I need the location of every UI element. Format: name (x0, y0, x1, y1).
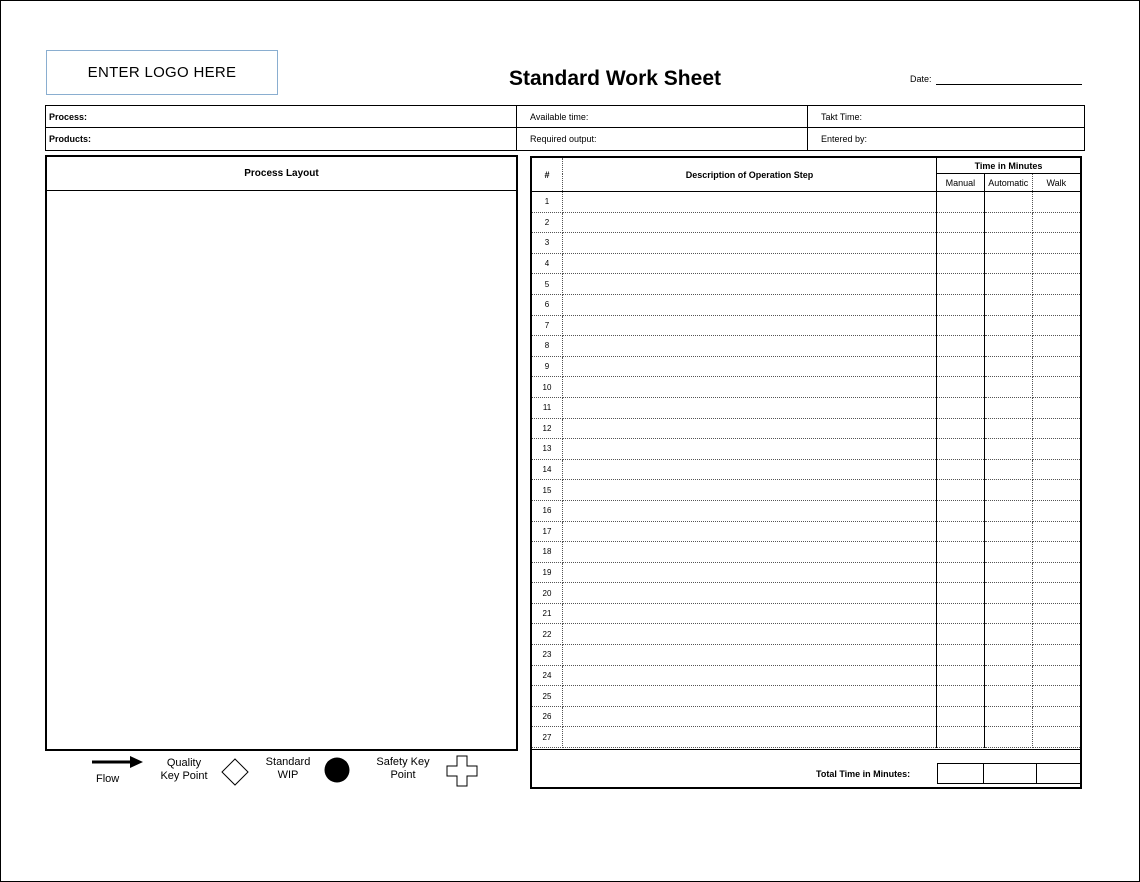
manual-time-cell[interactable] (937, 480, 985, 501)
manual-time-cell[interactable] (937, 542, 985, 563)
legend-quality-line-1: Quality (166, 757, 202, 769)
walk-time-cell[interactable] (1032, 521, 1080, 542)
walk-time-cell[interactable] (1032, 294, 1080, 315)
logo-text: ENTER LOGO HERE (87, 64, 237, 81)
automatic-time-cell[interactable] (984, 418, 1032, 439)
walk-time-cell[interactable] (1032, 706, 1080, 727)
step-description-cell[interactable] (563, 356, 937, 377)
step-description-cell[interactable] (563, 459, 937, 480)
process-layout-heading: Process Layout (47, 157, 516, 191)
manual-time-cell[interactable] (937, 439, 985, 460)
flow-arrow-icon (90, 754, 146, 770)
header-row-2 (46, 128, 1084, 149)
table-row (532, 377, 1080, 398)
operation-steps-table (530, 156, 1082, 789)
table-row (532, 665, 1080, 686)
table-row (532, 459, 1080, 480)
table-row (532, 439, 1080, 460)
walk-time-cell[interactable] (1032, 233, 1080, 254)
step-description-cell[interactable] (563, 439, 937, 460)
step-number: 21 (532, 603, 563, 624)
step-description-cell[interactable] (563, 706, 937, 727)
table-row (532, 706, 1080, 727)
automatic-header: Automatic (984, 174, 1032, 192)
table-row (532, 212, 1080, 233)
step-number: 3 (532, 233, 563, 254)
step-description-cell[interactable] (563, 727, 937, 748)
step-description-cell[interactable] (563, 294, 937, 315)
automatic-time-cell[interactable] (984, 233, 1032, 254)
step-number: 7 (532, 315, 563, 336)
manual-time-cell[interactable] (937, 645, 985, 666)
step-description-cell[interactable] (563, 253, 937, 274)
step-number: 2 (532, 212, 563, 233)
automatic-time-cell[interactable] (984, 192, 1032, 213)
date-label: Date: (910, 74, 932, 84)
walk-time-cell[interactable] (1032, 356, 1080, 377)
manual-time-cell[interactable] (937, 336, 985, 357)
step-number: 12 (532, 418, 563, 439)
step-description-cell[interactable] (563, 583, 937, 604)
step-description-cell[interactable] (563, 274, 937, 295)
manual-time-cell[interactable] (937, 397, 985, 418)
automatic-time-cell[interactable] (984, 274, 1032, 295)
walk-time-cell[interactable] (1032, 480, 1080, 501)
walk-time-cell[interactable] (1032, 686, 1080, 707)
walk-time-cell[interactable] (1032, 459, 1080, 480)
total-walk-cell[interactable] (1036, 763, 1082, 784)
table-row (532, 274, 1080, 295)
time-in-minutes-header: Time in Minutes (937, 158, 1081, 174)
header-divider (516, 106, 517, 150)
manual-time-cell[interactable] (937, 686, 985, 707)
manual-time-cell[interactable] (937, 294, 985, 315)
legend-wip-line-1: Standard (265, 756, 311, 768)
manual-time-cell[interactable] (937, 727, 985, 748)
step-number: 23 (532, 645, 563, 666)
walk-time-cell[interactable] (1032, 315, 1080, 336)
walk-time-cell[interactable] (1032, 192, 1080, 213)
step-description-cell[interactable] (563, 397, 937, 418)
table-row (532, 583, 1080, 604)
table-row (532, 294, 1080, 315)
walk-time-cell[interactable] (1032, 212, 1080, 233)
manual-time-cell[interactable] (937, 356, 985, 377)
automatic-time-cell[interactable] (984, 459, 1032, 480)
required-output-field[interactable]: Required output: (530, 133, 597, 144)
table-row (532, 686, 1080, 707)
step-number: 22 (532, 624, 563, 645)
step-number: 6 (532, 294, 563, 315)
automatic-time-cell[interactable] (984, 439, 1032, 460)
manual-time-cell[interactable] (937, 500, 985, 521)
manual-header: Manual (937, 174, 985, 192)
automatic-time-cell[interactable] (984, 624, 1032, 645)
table-row (532, 500, 1080, 521)
table-row (532, 624, 1080, 645)
step-description-cell[interactable] (563, 480, 937, 501)
table-row (532, 521, 1080, 542)
total-time-label: Total Time in Minutes: (816, 769, 911, 779)
walk-header: Walk (1032, 174, 1080, 192)
process-layout-panel[interactable] (45, 155, 518, 751)
step-number-header: # (532, 158, 563, 192)
entered-by-field[interactable]: Entered by: (821, 133, 868, 144)
step-description-cell[interactable] (563, 315, 937, 336)
step-description-cell[interactable] (563, 542, 937, 563)
step-description-cell[interactable] (563, 336, 937, 357)
header-row-1 (46, 106, 1084, 128)
step-description-cell[interactable] (563, 418, 937, 439)
step-number: 13 (532, 439, 563, 460)
table-row (532, 727, 1080, 748)
step-number: 9 (532, 356, 563, 377)
step-description-cell[interactable] (563, 192, 937, 213)
total-manual-cell[interactable] (937, 763, 984, 784)
table-row (532, 397, 1080, 418)
manual-time-cell[interactable] (937, 418, 985, 439)
header-info-grid (45, 105, 1085, 151)
manual-time-cell[interactable] (937, 583, 985, 604)
step-number: 20 (532, 583, 563, 604)
total-automatic-cell[interactable] (983, 763, 1037, 784)
table-row (532, 192, 1080, 213)
manual-time-cell[interactable] (937, 192, 985, 213)
step-description-cell[interactable] (563, 645, 937, 666)
total-divider (532, 749, 1080, 750)
manual-time-cell[interactable] (937, 315, 985, 336)
manual-time-cell[interactable] (937, 603, 985, 624)
walk-time-cell[interactable] (1032, 274, 1080, 295)
table-row (532, 542, 1080, 563)
step-number: 8 (532, 336, 563, 357)
step-number: 11 (532, 397, 563, 418)
safety-cross-icon (446, 755, 478, 787)
step-description-cell[interactable] (563, 624, 937, 645)
automatic-time-cell[interactable] (984, 253, 1032, 274)
manual-time-cell[interactable] (937, 274, 985, 295)
manual-time-cell[interactable] (937, 706, 985, 727)
step-number: 5 (532, 274, 563, 295)
step-description-cell[interactable] (563, 500, 937, 521)
step-number: 25 (532, 686, 563, 707)
step-number: 18 (532, 542, 563, 563)
quality-diamond-icon (220, 757, 250, 787)
step-description-cell[interactable] (563, 521, 937, 542)
manual-time-cell[interactable] (937, 624, 985, 645)
table-row (532, 233, 1080, 254)
walk-time-cell[interactable] (1032, 253, 1080, 274)
automatic-time-cell[interactable] (984, 315, 1032, 336)
step-number: 14 (532, 459, 563, 480)
manual-time-cell[interactable] (937, 233, 985, 254)
manual-time-cell[interactable] (937, 665, 985, 686)
date-field[interactable] (936, 84, 1082, 85)
walk-time-cell[interactable] (1032, 624, 1080, 645)
takt-time-field[interactable]: Takt Time: (821, 111, 863, 122)
walk-time-cell[interactable] (1032, 727, 1080, 748)
step-number: 26 (532, 706, 563, 727)
walk-time-cell[interactable] (1032, 397, 1080, 418)
automatic-time-cell[interactable] (984, 665, 1032, 686)
page-title: Standard Work Sheet (509, 67, 721, 90)
table-row (532, 253, 1080, 274)
step-number: 24 (532, 665, 563, 686)
manual-time-cell[interactable] (937, 253, 985, 274)
manual-time-cell[interactable] (937, 562, 985, 583)
step-description-cell[interactable] (563, 603, 937, 624)
table-row (532, 336, 1080, 357)
step-description-cell[interactable] (563, 562, 937, 583)
walk-time-cell[interactable] (1032, 583, 1080, 604)
automatic-time-cell[interactable] (984, 500, 1032, 521)
automatic-time-cell[interactable] (984, 645, 1032, 666)
manual-time-cell[interactable] (937, 212, 985, 233)
step-number: 15 (532, 480, 563, 501)
automatic-time-cell[interactable] (984, 397, 1032, 418)
walk-time-cell[interactable] (1032, 439, 1080, 460)
standard-wip-circle-icon (323, 756, 351, 784)
manual-time-cell[interactable] (937, 521, 985, 542)
automatic-time-cell[interactable] (984, 706, 1032, 727)
process-field[interactable]: Process: (49, 111, 88, 122)
automatic-time-cell[interactable] (984, 583, 1032, 604)
step-number: 10 (532, 377, 563, 398)
header-divider (807, 106, 808, 150)
automatic-time-cell[interactable] (984, 686, 1032, 707)
legend-safety-label (368, 756, 438, 782)
legend-wip-line-2: WIP (277, 769, 299, 781)
automatic-time-cell[interactable] (984, 542, 1032, 563)
table-row (532, 315, 1080, 336)
table-row (532, 356, 1080, 377)
automatic-time-cell[interactable] (984, 212, 1032, 233)
description-header: Description of Operation Step (563, 158, 937, 192)
automatic-time-cell[interactable] (984, 294, 1032, 315)
products-field[interactable]: Products: (49, 133, 92, 144)
step-description-cell[interactable] (563, 212, 937, 233)
step-number: 27 (532, 727, 563, 748)
table-row (532, 418, 1080, 439)
walk-time-cell[interactable] (1032, 418, 1080, 439)
step-description-cell[interactable] (563, 686, 937, 707)
legend-safety-line-1: Safety Key (376, 756, 430, 768)
available-time-field[interactable]: Available time: (530, 111, 589, 122)
automatic-time-cell[interactable] (984, 603, 1032, 624)
table-row (532, 562, 1080, 583)
step-number: 17 (532, 521, 563, 542)
step-number: 1 (532, 192, 563, 213)
legend-wip-label (258, 756, 318, 782)
automatic-time-cell[interactable] (984, 727, 1032, 748)
legend-safety-line-2: Point (390, 769, 416, 781)
legend-quality-label (155, 757, 213, 783)
automatic-time-cell[interactable] (984, 356, 1032, 377)
step-description-cell[interactable] (563, 377, 937, 398)
walk-time-cell[interactable] (1032, 645, 1080, 666)
walk-time-cell[interactable] (1032, 542, 1080, 563)
automatic-time-cell[interactable] (984, 377, 1032, 398)
operation-steps-body (532, 192, 1080, 748)
step-description-cell[interactable] (563, 665, 937, 686)
automatic-time-cell[interactable] (984, 562, 1032, 583)
walk-time-cell[interactable] (1032, 500, 1080, 521)
walk-time-cell[interactable] (1032, 336, 1080, 357)
walk-time-cell[interactable] (1032, 665, 1080, 686)
legend-flow-label: Flow (96, 773, 120, 785)
step-number: 19 (532, 562, 563, 583)
table-row (532, 603, 1080, 624)
step-description-cell[interactable] (563, 233, 937, 254)
automatic-time-cell[interactable] (984, 336, 1032, 357)
manual-time-cell[interactable] (937, 459, 985, 480)
automatic-time-cell[interactable] (984, 521, 1032, 542)
step-number: 16 (532, 500, 563, 521)
step-number: 4 (532, 253, 563, 274)
walk-time-cell[interactable] (1032, 377, 1080, 398)
walk-time-cell[interactable] (1032, 603, 1080, 624)
legend-quality-line-2: Key Point (160, 770, 208, 782)
table-row (532, 480, 1080, 501)
walk-time-cell[interactable] (1032, 562, 1080, 583)
manual-time-cell[interactable] (937, 377, 985, 398)
table-row (532, 645, 1080, 666)
automatic-time-cell[interactable] (984, 480, 1032, 501)
